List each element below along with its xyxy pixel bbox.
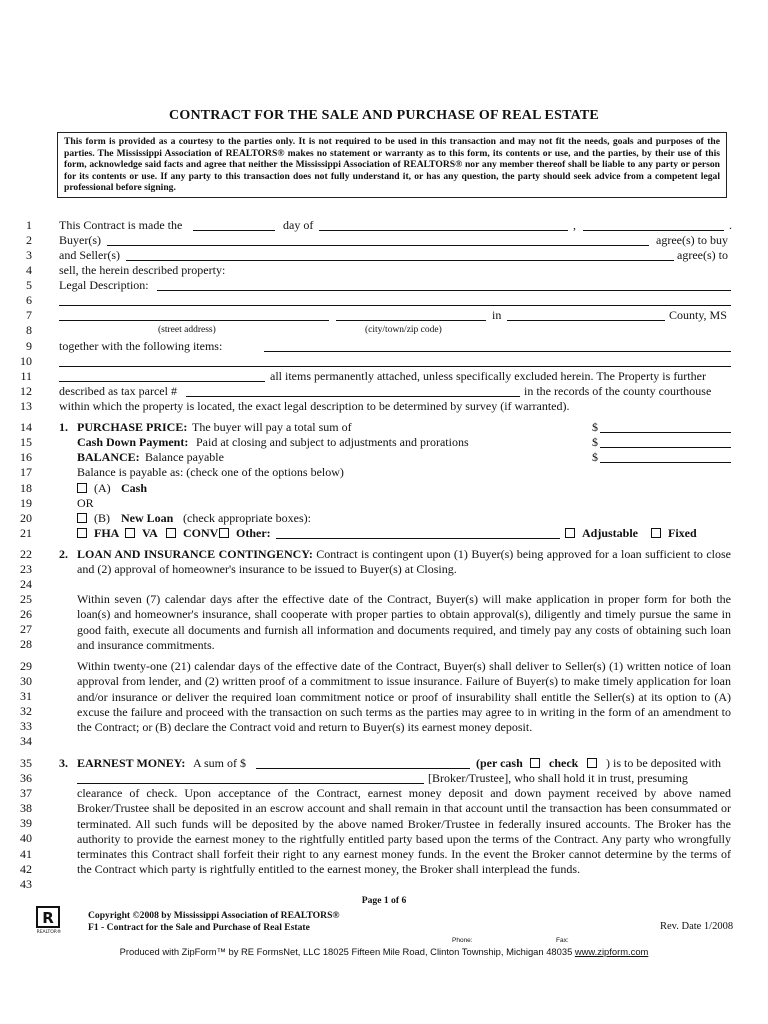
line-number: 16	[20, 450, 32, 464]
line-number: 13	[20, 399, 32, 413]
balance-text: Balance payable	[145, 450, 224, 464]
line-number: 17	[20, 465, 32, 479]
line-number: 43	[20, 877, 32, 891]
line-number: 41	[20, 847, 32, 861]
balance-payable-line	[0, 465, 768, 480]
zipform-link[interactable]: www.zipform.com	[574, 946, 649, 957]
broker-line	[0, 771, 768, 786]
seller-label: and Seller(s)	[59, 248, 120, 262]
line-number: 21	[20, 526, 32, 540]
line-10	[0, 354, 768, 369]
line-number: 9	[26, 339, 32, 353]
line-13	[0, 399, 768, 414]
items-label: together with the following items:	[59, 339, 223, 353]
loan-approval-paragraph: Within twenty-one (21) calendar days of the effective date of the Contract, Buyer(s) shall deliver to Seller(s) (1) written notice of loan approval from lender, and (2) written proof of a commitment to issue insurance. Failure of Buyer(s) to make timely application for loan and/or insurance or deliver the required loan commitment notice or proof of insurability shall entitle the Seller(s) at its option to (A) excuse the failure and proceed with the transaction on such terms as the parties may agree to in writing in the form of an amendment to the Contract; or (B) declare the Contract void and return to Buyer(s) its earnest money deposit.	[77, 659, 731, 735]
line-number: 22	[20, 547, 32, 561]
dollar-sign: $	[592, 435, 598, 449]
sell-property-text: sell, the herein described property:	[59, 263, 226, 277]
cash-down-heading: Cash Down Payment:	[77, 435, 189, 449]
address-line	[0, 308, 768, 323]
dollar-sign: $	[592, 450, 598, 464]
logo-letter: R	[42, 909, 54, 927]
city-caption: (city/town/zip code)	[365, 325, 442, 335]
cash-down-field[interactable]	[600, 435, 731, 448]
other-loan-field[interactable]	[276, 526, 560, 539]
section-3-number: 3.	[59, 756, 68, 770]
line-number: 26	[20, 607, 32, 621]
loan-contingency-heading: LOAN AND INSURANCE CONTINGENCY:	[77, 547, 313, 561]
earnest-money-line	[0, 756, 768, 771]
page-number: Page 1 of 6	[361, 895, 407, 906]
line-number: 34	[20, 734, 32, 748]
items-field-3[interactable]	[59, 369, 265, 382]
earnest-money-heading: EARNEST MONEY:	[77, 756, 186, 770]
line-number: 27	[20, 622, 32, 636]
city-field[interactable]	[336, 308, 486, 321]
option-a-label: (A)	[94, 481, 111, 495]
in-label: in	[492, 308, 502, 322]
line-number: 4	[26, 263, 32, 277]
line-11	[0, 369, 768, 384]
cash-option-checkbox[interactable]	[77, 483, 87, 493]
loan-type-line	[0, 526, 768, 541]
line-number: 12	[20, 384, 32, 398]
line-number: 8	[26, 323, 32, 337]
adjustable-label: Adjustable	[582, 526, 639, 540]
agree-to-label: agree(s) to	[677, 248, 728, 262]
line-number: 31	[20, 689, 32, 703]
conv-label: CONV	[183, 526, 219, 540]
line-number: 38	[20, 801, 32, 815]
survey-text: within which the property is located, the exact legal description to be determined by survey (if warranted).	[59, 399, 570, 413]
purchase-price-text: The buyer will pay a total sum of	[192, 420, 352, 434]
fixed-label: Fixed	[668, 526, 697, 540]
items-field[interactable]	[264, 339, 731, 352]
broker-trust-text: [Broker/Trustee], who shall hold it in trust, presuming	[428, 771, 688, 785]
produced-with-line	[0, 946, 768, 957]
fha-checkbox[interactable]	[77, 528, 87, 538]
line-number: 7	[26, 308, 32, 322]
section-2-number: 2.	[59, 547, 68, 561]
items-line	[0, 339, 768, 354]
cash-option-line	[0, 481, 768, 496]
va-checkbox[interactable]	[125, 528, 135, 538]
period: .	[729, 218, 732, 232]
line-number: 42	[20, 862, 32, 876]
or-line	[0, 496, 768, 511]
or-text: OR	[77, 496, 94, 510]
line-number: 3	[26, 248, 32, 262]
line-number: 1	[26, 218, 32, 232]
broker-trustee-field[interactable]	[77, 771, 424, 784]
line-number: 35	[20, 756, 32, 770]
county-records-text: in the records of the county courthouse	[524, 384, 712, 398]
section-1-number: 1.	[59, 420, 68, 434]
cash-checkbox[interactable]	[530, 758, 540, 768]
line-number: 23	[20, 562, 32, 576]
legal-description-label: Legal Description:	[59, 278, 149, 292]
legal-description-line	[0, 278, 768, 293]
address-captions	[0, 323, 768, 338]
items-field-2[interactable]	[59, 354, 731, 367]
fha-label: FHA	[94, 526, 120, 540]
balance-heading: BALANCE:	[77, 450, 140, 464]
fixed-checkbox[interactable]	[651, 528, 661, 538]
seller-line	[0, 248, 768, 263]
permanently-attached-text: all items permanently attached, unless specifically excluded herein. The Property is further	[270, 369, 706, 383]
line-number: 39	[20, 816, 32, 830]
produced-with-text: Produced with ZipForm™ by RE FormsNet, LLC 18025 Fifteen Mile Road, Clinton Township, Michigan 48035	[119, 946, 573, 957]
form-id-text: F1 - Contract for the Sale and Purchase of Real Estate	[88, 922, 310, 933]
purchase-price-line	[0, 420, 768, 435]
tax-parcel-label: described as tax parcel #	[59, 384, 177, 398]
line-number: 5	[26, 278, 32, 292]
line-number: 15	[20, 435, 32, 449]
line-number: 40	[20, 831, 32, 845]
line-4	[0, 263, 768, 278]
line-number: 36	[20, 771, 32, 785]
buyer-field[interactable]	[107, 233, 649, 246]
line-number: 20	[20, 511, 32, 525]
rev-date-text: Rev. Date 1/2008	[660, 921, 734, 932]
new-loan-checkbox[interactable]	[77, 513, 87, 523]
purchase-price-heading: PURCHASE PRICE:	[77, 420, 188, 434]
dollar-sign: $	[592, 420, 598, 434]
cash-down-line	[0, 435, 768, 450]
line-number: 25	[20, 592, 32, 606]
new-loan-line	[0, 511, 768, 526]
line-number: 24	[20, 577, 32, 591]
loan-application-paragraph: Within seven (7) calendar days after the effective date of the Contract, Buyer(s) will make application in proper form for both the loan(s) and homeowner's insurance, shall cooperate with proper parties to obtain approval(s), diligently and timely pursue the same in good faith, execute all documents and furnish all information and documents required, and timely pay any costs of obtaining such loan and insurance commitments.	[77, 592, 731, 652]
legal-description-field[interactable]	[157, 278, 731, 291]
month-field[interactable]	[319, 218, 568, 231]
logo-text: REALTOR®	[36, 930, 62, 934]
earnest-money-paragraph: clearance of check. Upon acceptance of the Contract, earnest money deposit and down payment received by above named Broker/Trustee shall be deposited in an escrow account and shall remain in that account until the transaction has been consummated or terminated. All such funds will be deposited by the above named Broker/Trustee in federally insured accounts. The Broker has the authority to provide the earnest money to the rightfully entitled party based upon the terms of the Contract. Any party who wrongfully terminates this Contract shall forfeit their right to any earnest money funds. In the event the Broker cannot determine by the terms of the Contract which party is rightfully entitled to the earnest money, the Broker shall interplead the funds.	[77, 786, 731, 877]
balance-field[interactable]	[600, 450, 731, 463]
balance-line	[0, 450, 768, 465]
sum-label: A sum of $	[193, 756, 247, 770]
day-of-label: day of	[283, 218, 314, 232]
check-label: check	[549, 756, 579, 770]
street-address-field[interactable]	[59, 308, 329, 321]
line-number: 6	[26, 293, 32, 307]
fax-label: Fax:	[556, 937, 569, 944]
line-number: 19	[20, 496, 32, 510]
cash-down-text: Paid at closing and subject to adjustments and prorations	[196, 435, 469, 449]
adjustable-checkbox[interactable]	[565, 528, 575, 538]
realtor-logo-icon	[36, 906, 62, 934]
year-field[interactable]	[583, 218, 724, 231]
tax-parcel-line	[0, 384, 768, 399]
per-cash-label: (per cash	[476, 756, 523, 770]
buyer-line	[0, 233, 768, 248]
contract-made-label: This Contract is made the	[59, 218, 183, 232]
line-number: 33	[20, 719, 32, 733]
other-label: Other:	[236, 526, 271, 540]
new-loan-label: New Loan	[121, 511, 174, 525]
new-loan-text: (check appropriate boxes):	[183, 511, 311, 525]
line-number: 32	[20, 704, 32, 718]
check-checkbox[interactable]	[587, 758, 597, 768]
agree-to-buy-label: agree(s) to buy	[656, 233, 728, 247]
buyer-label: Buyer(s)	[59, 233, 101, 247]
line-number: 14	[20, 420, 32, 434]
phone-label: Phone:	[452, 937, 473, 944]
line-number: 10	[20, 354, 32, 368]
line-number: 2	[26, 233, 32, 247]
cash-label: Cash	[121, 481, 148, 495]
line-number: 11	[20, 369, 32, 383]
line-number: 30	[20, 674, 32, 688]
county-ms-label: County, MS	[669, 308, 727, 322]
conv-checkbox[interactable]	[166, 528, 176, 538]
line-6	[0, 293, 768, 308]
copyright-text: Copyright ©2008 by Mississippi Association of REALTORS®	[88, 910, 340, 921]
street-address-caption: (street address)	[158, 325, 216, 335]
line-number: 29	[20, 659, 32, 673]
disclaimer-box: This form is provided as a courtesy to the parties only. It is not required to be used in this transaction and may not fit the needs, goals and purposes of the parties. The Mississippi Association of REALTORS® makes no statement or warranty as to this form, its contents or use, and the parties, by their use of this form, acknowledge said facts and agree that neither the Mississippi Association of REALTORS® nor any member thereof shall be liable to any party or person for its contents or use. If any party to this transaction does not fully understand it, or has any question, the party should seek advice from a competent legal professional before signing.	[57, 132, 727, 198]
balance-payable-text: Balance is payable as: (check one of the options below)	[77, 465, 344, 479]
option-b-label: (B)	[94, 511, 110, 525]
line-number: 18	[20, 481, 32, 495]
seller-field[interactable]	[126, 248, 674, 261]
contract-date-line	[0, 218, 768, 233]
line-number: 28	[20, 637, 32, 651]
other-checkbox[interactable]	[219, 528, 229, 538]
loan-contingency-text: Contract is contingent upon (1) Buyer(s) being approved for a loan sufficient to close and (2) approval of homeowner's insurance to be issued to Buyer(s) at Closing.	[77, 547, 732, 577]
deposited-with-text: ) is to be deposited with	[606, 756, 721, 770]
legal-description-field-2[interactable]	[59, 293, 731, 306]
page-title: CONTRACT FOR THE SALE AND PURCHASE OF REAL ESTATE	[169, 108, 599, 123]
purchase-price-field[interactable]	[600, 420, 731, 433]
tax-parcel-field[interactable]	[186, 384, 520, 397]
day-field[interactable]	[193, 218, 275, 231]
county-field[interactable]	[507, 308, 665, 321]
comma: ,	[573, 218, 576, 232]
loan-contingency-paragraph	[59, 547, 732, 578]
earnest-money-amount-field[interactable]	[256, 756, 470, 769]
va-label: VA	[142, 526, 158, 540]
line-number: 37	[20, 786, 32, 800]
